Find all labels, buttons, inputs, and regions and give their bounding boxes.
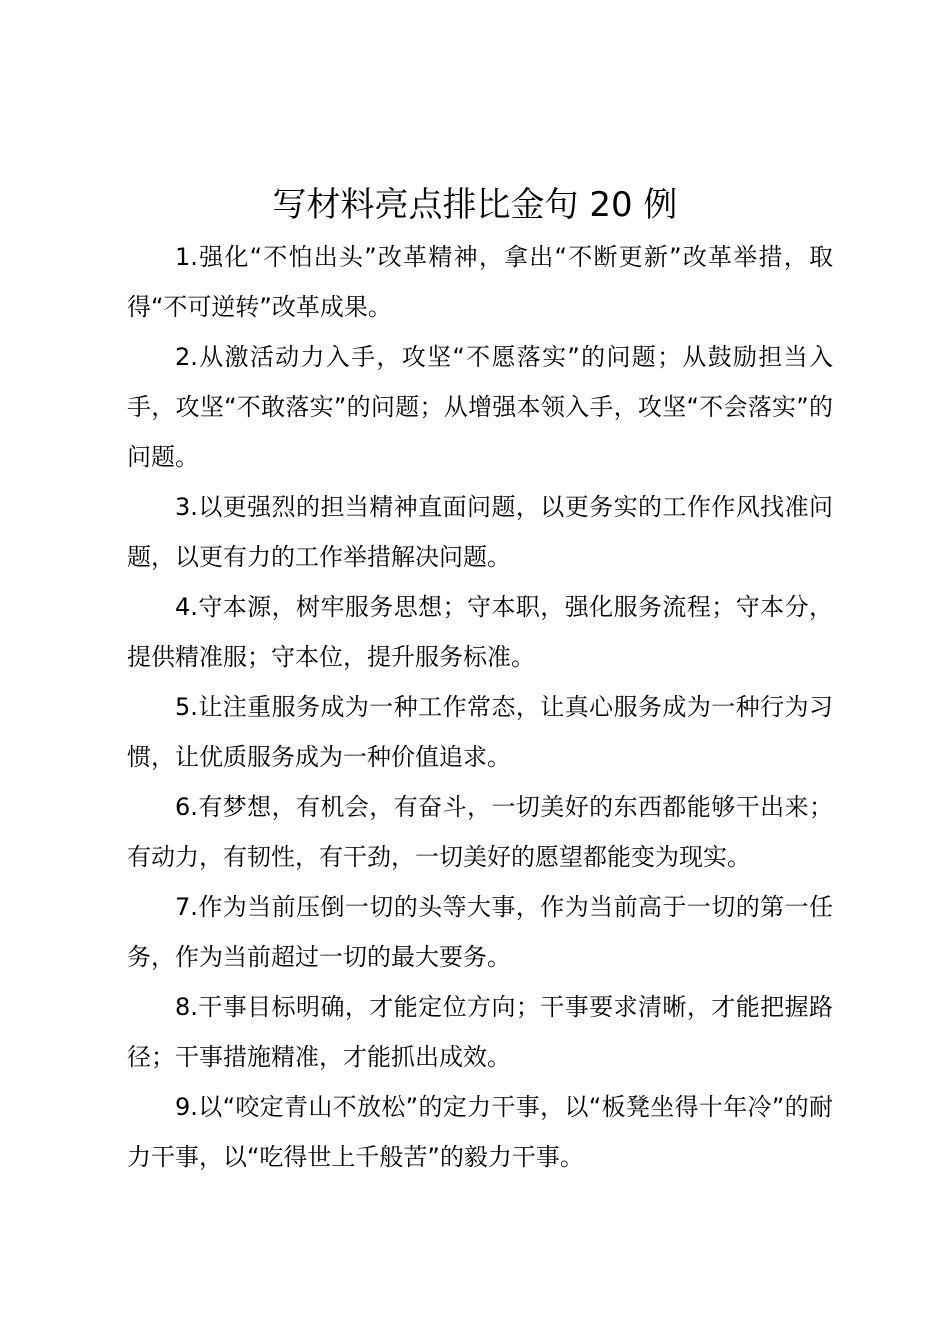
paragraph-8: 8.干事目标明确，才能定位方向；干事要求清晰，才能把握路径；干事措施精准，才能抓出成效。 bbox=[127, 993, 833, 1071]
paragraph-4: 4.守本源，树牢服务思想；守本职，强化服务流程；守本分，提供精准服；守本位，提升服务标准。 bbox=[127, 593, 833, 671]
paragraph-1: 1.强化“不怕出头”改革精神，拿出“不断更新”改革举措，取得“不可逆转”改革成果。 bbox=[127, 243, 833, 321]
paragraph-3: 3.以更强烈的担当精神直面问题，以更务实的工作作风找准问题，以更有力的工作举措解决问题。 bbox=[127, 493, 833, 571]
paragraph-5: 5.让注重服务成为一种工作常态，让真心服务成为一种行为习惯，让优质服务成为一种价值追求。 bbox=[127, 693, 833, 771]
paragraph-2: 2.从激活动力入手，攻坚“不愿落实”的问题；从鼓励担当入手，攻坚“不敢落实”的问题；从增强本领入手，攻坚“不会落实”的问题。 bbox=[127, 343, 833, 471]
document-body bbox=[127, 232, 833, 1182]
paragraph-6: 6.有梦想，有机会，有奋斗，一切美好的东西都能够干出来；有动力，有韧性，有干劲，一切美好的愿望都能变为现实。 bbox=[127, 793, 833, 871]
paragraph-7: 7.作为当前压倒一切的头等大事，作为当前高于一切的第一任务，作为当前超过一切的最大要务。 bbox=[127, 893, 833, 971]
paragraph-9: 9.以“咬定青山不放松”的定力干事，以“板凳坐得十年冷”的耐力干事，以“吃得世上千般苦”的毅力干事。 bbox=[127, 1093, 833, 1171]
document-title: 写材料亮点排比金句 20 例 bbox=[272, 185, 678, 225]
